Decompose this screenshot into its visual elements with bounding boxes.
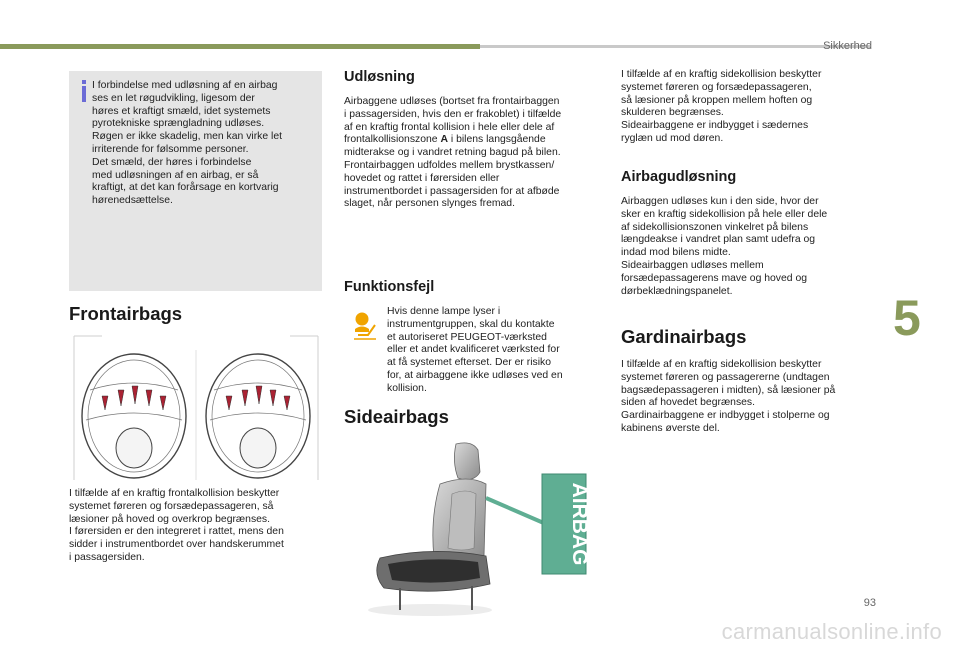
info-line: Røgen er ikke skadelig, men kan virke let — [92, 131, 282, 143]
text-line: I tilfælde af en kraftig sidekollision beskytter — [621, 359, 822, 370]
gardinairbags-heading: Gardinairbags — [621, 326, 747, 347]
udlosning-heading: Udløsning — [344, 69, 415, 85]
airbagudlosning-heading: Airbagudløsning — [621, 169, 737, 185]
text-line: skulderen begrænses. — [621, 107, 724, 119]
text-line: forsædepassagerens mave og hoved og — [621, 272, 807, 284]
text-line: sker en kraftig sidekollision på hele eller dele — [621, 208, 828, 220]
text-line: af sidekollisionszonen vinkelret på bilens — [621, 221, 809, 233]
info-icon — [81, 80, 87, 102]
side-airbag-seat-illustration — [360, 438, 592, 616]
frontairbags-text — [69, 488, 324, 565]
text-line: Frontairbaggen udfoldes mellem brystkassen/ — [344, 159, 555, 171]
page-number: 93 — [863, 597, 876, 609]
text-line: instrumentgruppen, skal du kontakte — [387, 318, 555, 330]
text-line: I tilfælde af en kraftig sidekollision beskytter — [621, 69, 822, 80]
chapter-number: 5 — [893, 290, 921, 346]
udlosning-text — [344, 96, 604, 211]
service-warning-icon — [352, 311, 378, 341]
text-line: instrumentbordet i passagersiden for at afbøde — [344, 185, 560, 197]
text-line: ryglæn ud mod døren. — [621, 132, 724, 144]
header-accent-bar — [0, 44, 480, 49]
text-line: I førersiden er den integreret i rattet, mens den — [69, 526, 284, 538]
info-line: I forbindelse med udløsning af en airbag — [92, 80, 278, 91]
text-line: læsioner på hoved og overkrop begrænses. — [69, 513, 271, 525]
text-line: siden af hovedet begrænses. — [621, 397, 756, 409]
text-line: at få systemet efterset. Der er risiko — [387, 357, 551, 369]
text-line: i passagersiden. — [69, 551, 145, 563]
text-line: kabinens øverste del. — [621, 422, 720, 434]
text-line: af en kraftig frontal kollision i hele eller dele af — [344, 121, 555, 133]
zone-prefix: frontalkollisionszone — [344, 134, 441, 146]
frontairbags-heading: Frontairbags — [69, 303, 183, 324]
info-line: høres et kraftigt smæld, idet systemets — [92, 105, 271, 117]
funktionsfejl-heading: Funktionsfejl — [344, 279, 435, 295]
text-line: bagsædepassageren i midten), så læsioner på — [621, 384, 836, 396]
sideairbags-text — [621, 69, 873, 146]
info-line: kraftigt, at det kan forårsage en kortvarig — [92, 182, 279, 194]
section-title: Sikkerhed — [823, 40, 872, 52]
header-rule — [480, 45, 870, 48]
text-line: i passagersiden, hvis den er frakoblet) i tilfælde — [344, 108, 562, 120]
front-airbag-illustration — [72, 330, 320, 480]
info-line: med udløsningen af en airbag, er så — [92, 169, 259, 181]
text-line: indad mod bilens midte. — [621, 247, 731, 259]
zone-suffix: i bilens langsgående — [447, 134, 546, 146]
text-line: slaget, når personen slynges fremad. — [344, 198, 515, 210]
text-line: Gardinairbaggene er indbygget i stolperne og — [621, 410, 830, 422]
info-line: pyrotekniske sprængladning udløses. — [92, 118, 265, 130]
text-line: I tilfælde af en kraftig frontalkollision beskytter — [69, 488, 280, 499]
text-line: Hvis denne lampe lyser i — [387, 306, 501, 317]
airbagudlosning-text — [621, 196, 873, 298]
text-line: systemet føreren og passagererne (undtagen — [621, 371, 830, 383]
gardinairbags-text — [621, 359, 873, 436]
text-line: sidder i instrumentbordet over handskerummet — [69, 539, 284, 551]
text-line: længdeakse i vandret plan samt udefra og — [621, 234, 816, 246]
text-line: systemet føreren og forsædepassageren, — [621, 81, 812, 93]
zone-letter: A — [440, 134, 448, 146]
text-line: systemet føreren og forsædepassageren, så — [69, 500, 274, 512]
airbag-label: AIRBAG — [568, 482, 591, 566]
info-box-text — [92, 80, 316, 208]
text-line: Sideairbaggen udløses mellem — [621, 259, 764, 271]
info-line: irriterende for følsomme personer. — [92, 143, 249, 155]
text-line: Airbaggene udløses (bortset fra frontairbaggen — [344, 96, 560, 107]
text-line: et autoriseret PEUGEOT-værksted — [387, 331, 547, 343]
text-line: Airbaggen udløses kun i den side, hvor der — [621, 196, 819, 207]
text-line: for, at airbaggene ikke udløses ved en — [387, 369, 563, 381]
funktionsfejl-text — [387, 306, 602, 396]
info-line: Det smæld, der høres i forbindelse — [92, 156, 252, 168]
text-line: eller et andet kvalificeret værksted for — [387, 344, 560, 356]
info-line: hørenedsættelse. — [92, 195, 173, 207]
text-line: dørbeklædningspanelet. — [621, 285, 733, 297]
text-line: hovedet og rattet i førersiden eller — [344, 172, 500, 184]
text-line: så læsioner på kroppen mellem hoften og — [621, 94, 813, 106]
info-line: ses en let røgudvikling, ligesom der — [92, 92, 255, 104]
text-line: kollision. — [387, 382, 427, 394]
sideairbags-heading: Sideairbags — [344, 406, 449, 427]
text-line: Sideairbaggene er indbygget i sædernes — [621, 120, 809, 132]
text-line: midterakse og i vandret retning bagud på bilen. — [344, 147, 561, 159]
watermark: carmanualsonline.info — [721, 619, 942, 644]
text-line — [344, 134, 604, 147]
